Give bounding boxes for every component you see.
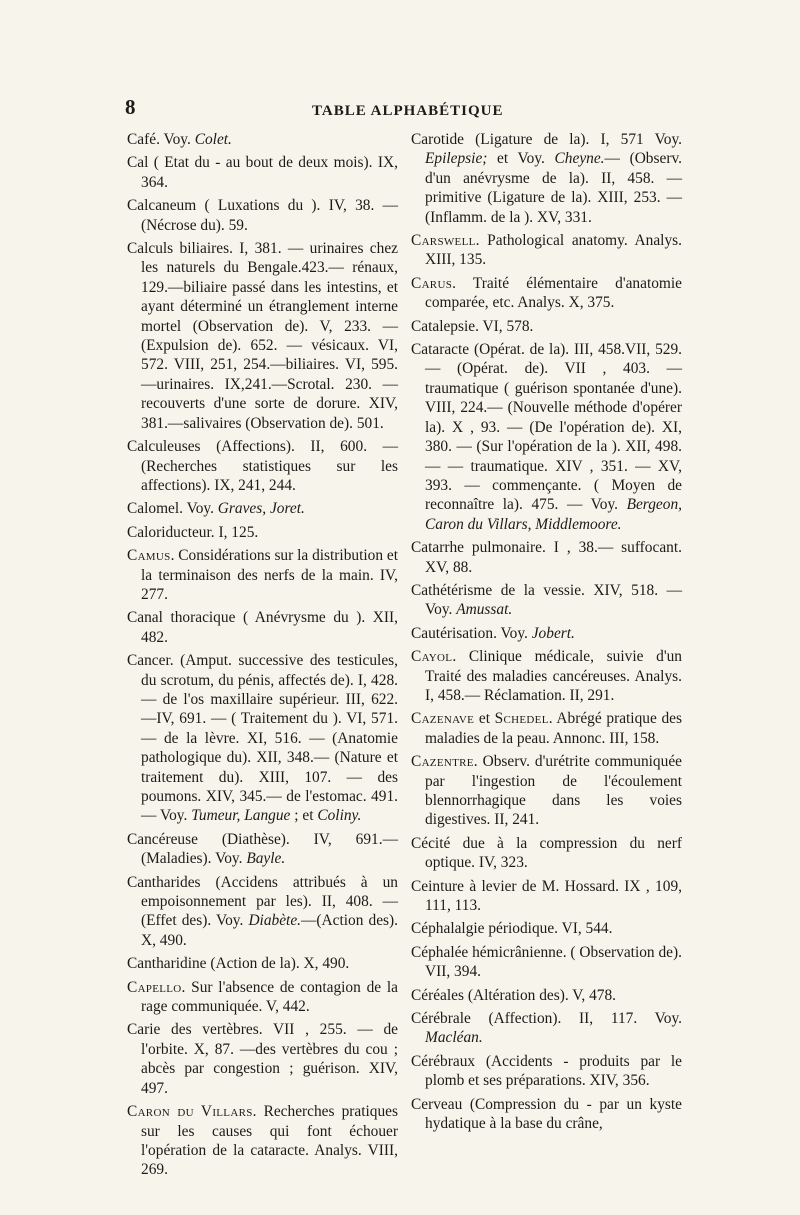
left-column xyxy=(127,130,398,1184)
right-index-entry xyxy=(411,943,682,982)
entry-term: Catarrhe pulmonaire xyxy=(411,539,542,557)
entry-text: (Compression du - par un kyste hydatique à la base du crâne, xyxy=(425,1095,682,1133)
entry-author: Cayol xyxy=(411,648,453,666)
left-index-entry xyxy=(127,978,398,1017)
entry-text: (Ligature de la). I, 571 Voy. xyxy=(464,131,682,148)
right-index-entry xyxy=(411,1052,682,1091)
entry-reference: Cheyne. xyxy=(554,150,605,168)
left-index-entry xyxy=(127,523,398,542)
entry-text: (Action de la). X, 490. xyxy=(206,955,350,973)
entry-text: (Affections). II, 600. — (Recherches statistiques sur les affections). IX, 241, 244. xyxy=(141,438,398,494)
entry-text: (Accidens attribués à un empoisonnement par les). II, 408. —(Effet des). Voy. xyxy=(141,873,398,930)
entry-reference: Amussat. xyxy=(456,601,513,619)
entry-term: Cancer xyxy=(127,652,170,670)
entry-text: . Observ. d'urétrite communiquée par l'ingestion de l'écoulement blennorrhagique dans les voies digestives. II, 241. xyxy=(425,753,682,829)
column-divider xyxy=(401,130,402,1090)
left-index-entry xyxy=(127,651,398,826)
entry-reference: Colet. xyxy=(194,131,232,148)
right-index-entry xyxy=(411,834,682,873)
entry-text: ( Anévrysme du ). XII, 482. xyxy=(141,609,399,646)
left-index-entry xyxy=(127,130,398,149)
entry-text: . VI, 578. xyxy=(475,317,534,335)
left-index-entry xyxy=(127,608,398,647)
entry-term: Cantharidine xyxy=(127,955,207,973)
entry-text: . Traité élémentaire d'anatomie comparée, etc. Analys. X, 375. xyxy=(425,274,682,312)
entry-text: . ( Observation de). VII, 394. xyxy=(425,943,682,981)
right-index-entry xyxy=(411,130,682,227)
entry-text: due à la compression du nerf optique. IV, 323. xyxy=(425,834,682,872)
entry-author: Cazentre xyxy=(411,753,474,771)
entry-term: Catalepsie xyxy=(411,317,476,335)
entry-term: Cathétérisme de la vessie xyxy=(411,581,582,599)
entry-author: Capello xyxy=(127,978,182,996)
entry-term: Cataracte xyxy=(411,341,470,359)
right-column xyxy=(411,130,682,1138)
entry-text: . VII , 255. — de l'orbite. X, 87. —des vertèbres du cou ; abcès par congestion ; guérison. XIV, 497. xyxy=(141,1021,398,1097)
entry-text: . Considérations sur la distribution et la terminaison des nerfs de la main. IV, 277. xyxy=(141,547,398,603)
left-index-entry xyxy=(127,1020,398,1098)
entry-reference: Diabète. xyxy=(248,912,302,930)
entry-text: ; et xyxy=(290,807,318,825)
entry-term: Céphalée hémicrânienne xyxy=(411,943,563,961)
right-index-entry xyxy=(411,231,682,270)
left-index-entry xyxy=(127,499,398,518)
entry-text: . Voy. xyxy=(179,500,218,518)
entry-reference: Bergeon, Caron du Villars, Middlemoore. xyxy=(425,496,682,533)
entry-reference: Tumeur, Langue xyxy=(191,807,291,825)
left-index-entry xyxy=(127,153,398,192)
entry-text: ( Luxations du ). IV, 38. —(Nécrose du). 59. xyxy=(141,197,398,234)
entry-text: —(Action des). X, 490. xyxy=(141,912,398,949)
left-index-entry xyxy=(127,1102,398,1180)
entry-reference: Coliny. xyxy=(317,807,362,825)
entry-text: . Sur l'absence de contagion de la rage communiquée. V, 442. xyxy=(141,978,398,1016)
entry-author: Carus xyxy=(411,274,453,292)
entry-reference: Bayle. xyxy=(246,850,286,868)
right-index-entry xyxy=(411,317,682,336)
entry-author: Cazenave xyxy=(411,710,475,728)
entry-author: Caron du Villars xyxy=(127,1103,253,1121)
entry-text: et Voy. xyxy=(487,150,555,168)
entry-term: Carie des vertèbres xyxy=(127,1021,259,1039)
right-index-entry xyxy=(411,538,682,577)
right-index-entry xyxy=(411,647,682,705)
entry-reference: Graves, Joret. xyxy=(217,500,305,518)
left-index-entry xyxy=(127,437,398,495)
right-index-entry xyxy=(411,752,682,830)
entry-text: . (Amput. successive des testicules, du scrotum, du pénis, affectés de). I, 428. — de l'os maxillaire supérieur. III, 622. —IV, 691. — ( Traitement du ). VI, 571. — de la lèvre. XI, 516. — (Anatomie pathologique du). XII, 348.— (Nature et traitement du). XIII, 107. — des poumons. XIV, 345.— de l'estomac. 491. — Voy. xyxy=(141,652,398,825)
entry-term: Céphalalgie xyxy=(411,920,485,938)
entry-reference: Epilepsie; xyxy=(425,150,488,168)
entry-text: ( Etat du - au bout de deux mois). IX, 364. xyxy=(141,154,398,191)
left-index-entry xyxy=(127,196,398,235)
entry-text: (Accidents - produits par le plomb et ses préparations. XIV, 356. xyxy=(425,1052,682,1090)
entry-term: Cerveau xyxy=(411,1095,463,1113)
left-index-entry xyxy=(127,830,398,869)
entry-term: Cantharides xyxy=(127,873,201,891)
entry-term: Cal xyxy=(127,154,149,172)
entry-term: Cérébraux xyxy=(411,1052,476,1070)
left-index-entry xyxy=(127,546,398,604)
entry-text: . Pathological anatomy. Analys. XIII, 135. xyxy=(425,232,682,269)
entry-text: . Voy. xyxy=(493,624,532,642)
entry-text: . Clinique médicale, suivie d'un Traité des maladies cancéreuses. Analys. I, 458.— Réclamation. II, 291. xyxy=(425,648,682,704)
entry-term: Canal thoracique xyxy=(127,609,236,627)
entry-text: . I , 38.— suffocant. XV, 88. xyxy=(425,539,682,576)
left-index-entry xyxy=(127,873,398,951)
entry-term: Ceinture à levier xyxy=(411,877,517,895)
entry-text: . I, 381. — urinaires chez les naturels du Bengale.423.— rénaux, 129.—biliaire passé dans les intestins, et ayant déterminé un étranglement interne mortel (Observation de). V, 233. — (Expulsion de). 652. — vésicaux. VI, 572. VIII, 251, 254.—biliaires. VI, 595.—urinaires. IX,241.—Scrotal. 230. — recouverts d'une sorte de dorure. XIV, 381.—salivaires (Observation de). 501. xyxy=(141,240,398,432)
entry-text: de M. Hossard. IX , 109, 111, 113. xyxy=(425,877,682,915)
entry-text: . Voy. xyxy=(156,131,195,148)
entry-term: Calculeuses xyxy=(127,438,201,456)
page-number: 8 xyxy=(125,95,136,119)
entry-text: (Opérat. de la). III, 458.VII, 529. — (Opérat. de). VII , 403. — traumatique ( guérison spontanée d'une). VIII, 224.— (Nouvelle méthode d'opérer la). X , 93. — (De l'opération de). XI, 380. — (Sur l'opération de la ). XII, 498. — — traumatique. XIV , 351. — XV, 393. — commençante. ( Moyen de reconnaître la). 475. — Voy. xyxy=(425,341,682,514)
entry-text: (Altération des). V, 478. xyxy=(463,986,617,1004)
entry-term: Calcaneum xyxy=(127,197,197,215)
right-index-entry xyxy=(411,340,682,534)
entry-text: . XIV, 518. — Voy. xyxy=(425,581,682,619)
entry-text: et xyxy=(474,710,495,728)
right-index-entry xyxy=(411,986,682,1005)
right-index-entry xyxy=(411,581,682,620)
right-index-entry xyxy=(411,919,682,938)
left-index-entry xyxy=(127,239,398,433)
entry-term: Cérébrale xyxy=(411,1010,471,1028)
entry-term: Carotide xyxy=(411,131,464,148)
entry-term: Calomel xyxy=(127,500,180,518)
entry-text: (Diathèse). IV, 691.— (Maladies). Voy. xyxy=(141,830,398,868)
right-index-entry xyxy=(411,624,682,643)
right-index-entry xyxy=(411,709,682,748)
entry-text: . Recherches pratiques sur les causes qui font échouer l'opération de la cataracte. Analys. VIII, 269. xyxy=(141,1103,399,1179)
running-title: TABLE ALPHABÉTIQUE xyxy=(312,103,504,119)
entry-term: Cécité xyxy=(411,834,451,852)
entry-reference: Macléan. xyxy=(425,1029,483,1047)
right-index-entry xyxy=(411,1095,682,1134)
left-index-entry xyxy=(127,954,398,973)
entry-text: — (Observ. d'un anévrysme de la). II, 458. — primitive (Ligature de la). XIII, 253. — (Inflamm. de la ). XV, 331. xyxy=(425,150,682,226)
entry-author: Camus xyxy=(127,547,171,565)
entry-term: Céréales xyxy=(411,986,464,1004)
right-index-entry xyxy=(411,274,682,313)
entry-reference: Jobert. xyxy=(531,624,575,642)
entry-author: Schedel xyxy=(494,710,549,728)
entry-term: Cancéreuse xyxy=(127,830,198,848)
entry-text: . I, 125. xyxy=(210,523,259,541)
entry-text: périodique. VI, 544. xyxy=(484,920,613,938)
entry-term: Calculs biliaires xyxy=(127,240,230,258)
entry-text: . Abrégé pratique des maladies de la peau. Annonc. III, 158. xyxy=(425,710,682,747)
entry-author: Carswell xyxy=(411,232,476,250)
right-index-entry xyxy=(411,1009,682,1048)
entry-text: (Affection). II, 117. Voy. xyxy=(470,1010,682,1028)
entry-term: Café xyxy=(127,131,157,148)
right-index-entry xyxy=(411,877,682,916)
entry-term: Cautérisation xyxy=(411,624,494,642)
entry-term: Caloriducteur xyxy=(127,523,211,541)
